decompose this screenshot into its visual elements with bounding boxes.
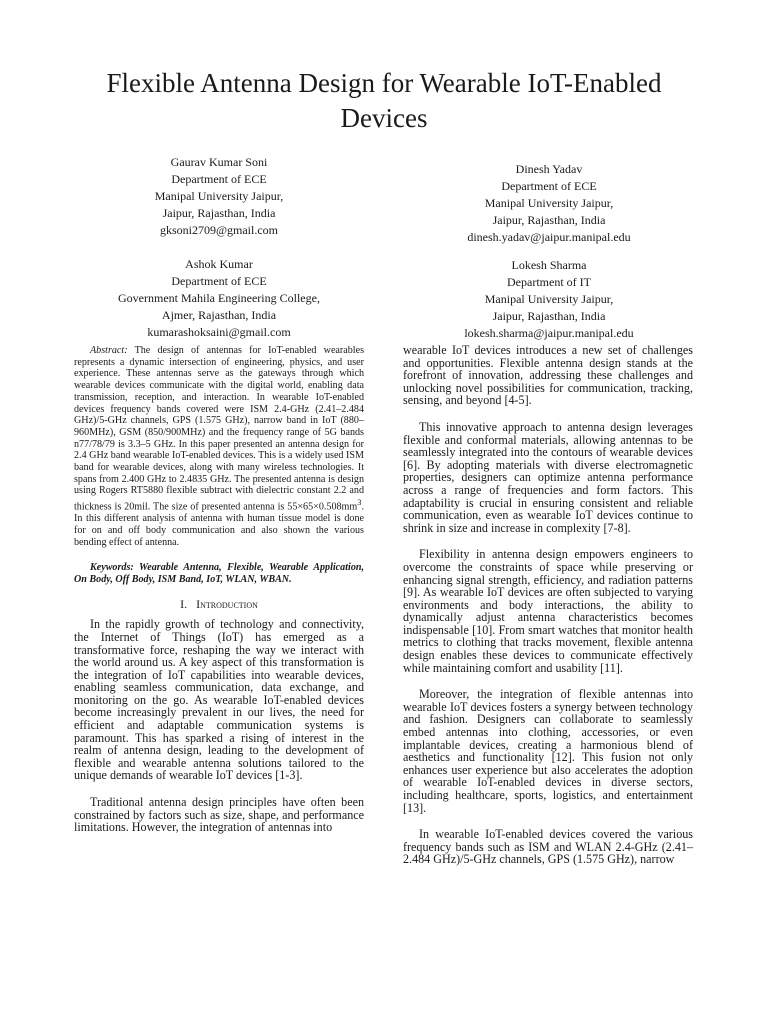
abstract: [74, 345, 364, 548]
author-block: [440, 257, 658, 342]
author-block: [440, 161, 658, 246]
author-name: Gaurav Kumar Soni: [170, 155, 268, 169]
author-name: Dinesh Yadav: [515, 162, 583, 176]
author-block: [96, 256, 342, 341]
paragraph: Traditional antenna design principles have often been constrained by factors such as size, shape, and performance limitations. However, the integration of antennas into: [74, 795, 364, 835]
author-department: Department of ECE: [171, 274, 267, 288]
author-location: Jaipur, Rajasthan, India: [492, 309, 606, 323]
author-department: Department of ECE: [501, 179, 597, 193]
author-affiliation: Manipal University Jaipur,: [484, 196, 614, 210]
author-name: Lokesh Sharma: [511, 258, 587, 272]
keywords: [74, 562, 364, 585]
author-department: Department of ECE: [171, 172, 267, 186]
author-email: gksoni2709@gmail.com: [159, 223, 279, 237]
author-location: Ajmer, Rajasthan, India: [161, 308, 277, 322]
author-affiliation: Government Mahila Engineering College,: [118, 291, 320, 305]
author-location: Jaipur, Rajasthan, India: [492, 213, 606, 227]
paper-title: Flexible Antenna Design for Wearable IoT-Enabled Devices: [106, 68, 662, 133]
keywords-text: Wearable Antenna, Flexible, Wearable Application, On Body, Off Body, ISM Band, IoT, WLAN, WBAN.: [74, 562, 365, 586]
abstract-superscript: 3: [357, 498, 362, 508]
author-affiliation: Manipal University Jaipur,: [484, 292, 614, 306]
author-name: Ashok Kumar: [185, 257, 253, 271]
author-location: Jaipur, Rajasthan, India: [162, 206, 276, 220]
abstract-text-end: . In this different analysis of antenna with human tissue model is done for on and off body communication and also shown the various bending effect of antenna.: [74, 501, 364, 548]
right-column: [403, 344, 693, 866]
section-title: Introduction: [196, 596, 258, 611]
paragraph: Moreover, the integration of flexible antennas into wearable IoT devices fosters a synergy between technology and fashion. Designers can collaborate to seamlessly embed antennas into clothing, accessories, or even implantable devices, creating a harmonious blend of aesthetics and functionality [12]. This fusion not only enhances user experience but also accelerates the adoption of wearable IoT-enabled devices in diverse sectors, including healthcare, sports, logistics, and entertainment [13].: [403, 687, 693, 815]
author-block: [110, 154, 328, 239]
keywords-label: Keywords:: [90, 562, 134, 574]
author-department: Department of IT: [507, 275, 591, 289]
author-email: lokesh.sharma@jaipur.manipal.edu: [464, 326, 634, 340]
section-number: I.: [180, 596, 188, 611]
section-heading: [74, 598, 364, 611]
author-email: dinesh.yadav@jaipur.manipal.edu: [467, 230, 631, 244]
paragraph: This innovative approach to antenna design leverages flexible and conformal materials, allowing antennas to be seamlessly integrated into the contours of wearable devices [6]. By adopting materials with diverse electromagnetic properties, designers can optimize antenna performance across a range of frequencies and form factors. This adaptability is crucial in ensuring consistent and reliable communication, even as wearable IoT devices continue to shrink in size and increase in complexity [7-8].: [403, 419, 693, 535]
paragraph: In wearable IoT-enabled devices covered the various frequency bands such as ISM and WLAN 2.4-GHz (2.41–2.484 GHz)/5-GHz channels, GPS (1.575 GHz), narrow: [403, 827, 693, 867]
abstract-label: Abstract:: [90, 345, 128, 356]
author-email: kumarashoksaini@gmail.com: [147, 325, 291, 339]
author-affiliation: Manipal University Jaipur,: [154, 189, 284, 203]
paragraph: wearable IoT devices introduces a new set of challenges and opportunities. Flexible antenna design stands at the forefront of innovation, addressing these challenges and unlocking novel possibilities for communication, tracking, sensing, and beyond [4-5].: [403, 343, 693, 408]
abstract-text: The design of antennas for IoT-enabled wearables represents a dynamic intersection of engineering, physics, and user experience. These antennas serve as the gateways through which wearable devices communicate with the digital world, enabling data transmission, reception, and interaction. In wearable IoT-enabled devices frequency bands covered were ISM 2.4-GHz (2.41–2.484 GHz)/5-GHz channels, GPS (1.575 GHz), narrow band in IoT (880–960MHz), GSM (850/900MHz) and the frequency range of 5G bands n77/78/79 is 3.3–5 GHz. In this paper presented an antenna design for 2.4 GHz band wearable IoT-enabled devices. This is a widely used ISM band for wearable devices, along with many wireless technologies. It spans from 2.400 GHz to 2.4835 GHz. The presented antenna is design using Rogers RT5880 flexible subtract with dielectric constant 2.2 and thickness is 20mil. The size of presented antenna is 55×65×0.508mm: [74, 345, 365, 513]
paragraph: In the rapidly growth of technology and connectivity, the Internet of Things (IoT) has emerged as a transformative force, reshaping the way we interact with the world around us. A key aspect of this transformation is the integration of IoT capabilities into wearable devices, enabling seamless communication, data exchange, and monitoring on the go. As wearable IoT-enabled devices become increasingly prevalent in our lives, the need for efficient and adaptable communication systems is paramount. This has sparked a rising of interest in the realm of antenna design, leading to the development of flexible and wearable antenna solutions tailored to the unique demands of wearable IoT devices [1-3].: [74, 617, 364, 783]
paragraph: Flexibility in antenna design empowers engineers to overcome the constraints of space while preserving or enhancing signal strength, efficiency, and radiation patterns [9]. As wearable IoT devices are often subjected to varying environments and body interactions, the ability to dynamically adjust antenna characteristics becomes indispensable [10]. From smart watches that monitor health metrics to clothing that tracks movement, flexible antenna design enables these devices to communicate effectively while maintaining comfort and usability [11].: [403, 547, 693, 675]
left-column: [74, 345, 364, 834]
